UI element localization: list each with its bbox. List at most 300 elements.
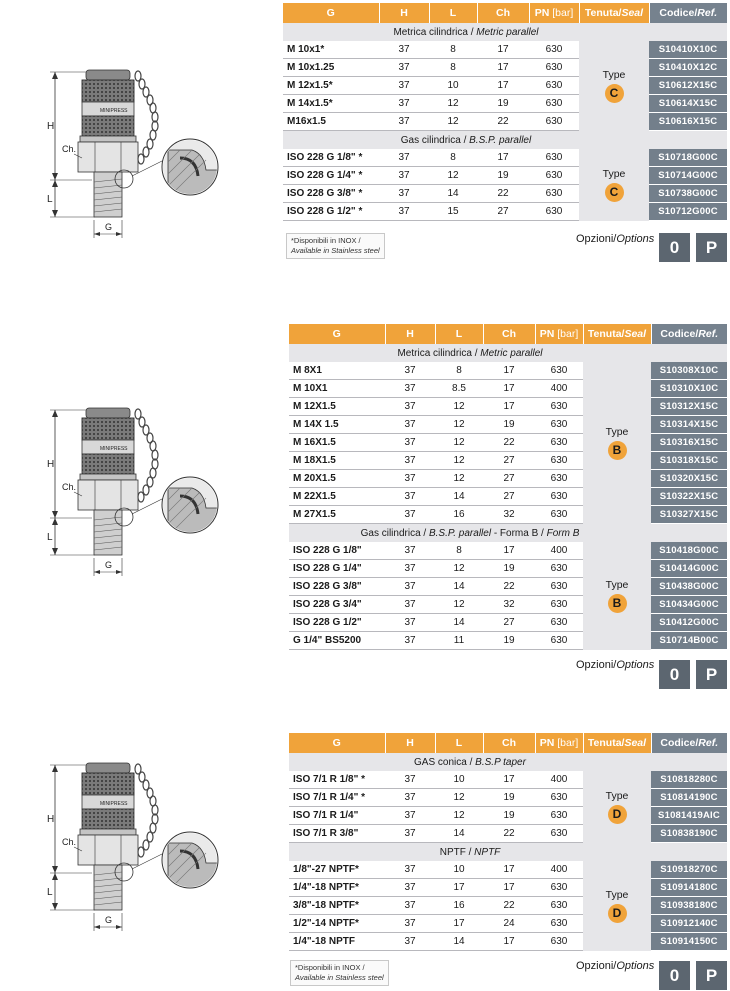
wrench-value: 27 xyxy=(477,203,529,221)
pressure-value: 630 xyxy=(535,470,583,488)
dim-l-label: L xyxy=(47,194,53,205)
col-ref: Codice/Ref. xyxy=(651,733,727,753)
thread-size: ISO 228 G 3/8" * xyxy=(283,185,379,203)
reference-code: S1081419AIC xyxy=(651,807,727,825)
height-value: 37 xyxy=(379,149,429,167)
height-value: 37 xyxy=(385,578,435,596)
reference-code: S10412G00C xyxy=(651,614,727,632)
pressure-value: 400 xyxy=(535,542,583,560)
table-row xyxy=(289,542,727,560)
seal-type-badge: C xyxy=(605,183,624,202)
fitting-illustration xyxy=(0,400,280,580)
section-title-en: Metric parallel xyxy=(476,26,539,38)
table-row xyxy=(289,771,727,789)
wrench-value: 22 xyxy=(483,578,535,596)
col-seal: Tenuta/Seal xyxy=(583,324,651,344)
section-header-row xyxy=(283,23,727,41)
height-value: 37 xyxy=(385,596,435,614)
table-row xyxy=(289,380,727,398)
thread-size: M 10x1.25 xyxy=(283,59,379,77)
pressure-value: 630 xyxy=(535,362,583,380)
dim-h-label: H xyxy=(47,459,55,470)
section-header-row xyxy=(289,843,727,862)
col-l: L xyxy=(429,3,477,23)
pressure-value: 630 xyxy=(535,614,583,632)
height-value: 37 xyxy=(385,825,435,843)
reference-code: S10912140C xyxy=(651,915,727,933)
length-value: 12 xyxy=(435,596,483,614)
length-value: 12 xyxy=(435,470,483,488)
dim-g-label: G xyxy=(105,560,113,570)
wrench-value: 17 xyxy=(483,542,535,560)
length-value: 12 xyxy=(435,434,483,452)
product-drawing-1 xyxy=(0,62,280,247)
wrench-value: 17 xyxy=(483,398,535,416)
seal-type-label: Type xyxy=(602,167,626,180)
section-title-it: Gas cilindrica / xyxy=(400,134,470,146)
length-value: 14 xyxy=(429,185,477,203)
option-0-button-2[interactable]: 0 xyxy=(659,660,690,689)
dim-ch-label: Ch. xyxy=(62,144,77,154)
table-row xyxy=(283,167,727,185)
reference-code: S10814190C xyxy=(651,789,727,807)
section-title xyxy=(283,23,649,41)
pressure-value: 400 xyxy=(535,861,583,879)
thread-size: M 10x1* xyxy=(283,41,379,59)
col-seal: Tenuta/Seal xyxy=(583,733,651,753)
length-value: 8 xyxy=(429,59,477,77)
section-title xyxy=(289,344,651,362)
seal-type-cell xyxy=(583,542,651,650)
wrench-value: 19 xyxy=(477,167,529,185)
wrench-value: 19 xyxy=(483,789,535,807)
wrench-value: 17 xyxy=(483,861,535,879)
length-value: 10 xyxy=(435,771,483,789)
length-value: 16 xyxy=(435,506,483,524)
height-value: 37 xyxy=(385,771,435,789)
section-title-en: B.S.P. parallel xyxy=(469,134,532,146)
height-value: 37 xyxy=(385,506,435,524)
length-value: 12 xyxy=(429,95,477,113)
thread-size: M16x1.5 xyxy=(283,113,379,131)
options-label-2: Opzioni/Options xyxy=(576,659,655,671)
reference-code: S10918270C xyxy=(651,861,727,879)
height-value: 37 xyxy=(385,879,435,897)
reference-code: S10322X15C xyxy=(651,488,727,506)
option-0-button-1[interactable]: 0 xyxy=(659,233,690,262)
thread-size: ISO 228 G 1/2" xyxy=(289,614,385,632)
dim-h-label: H xyxy=(47,121,55,132)
pressure-value: 630 xyxy=(529,59,579,77)
reference-code: S10327X15C xyxy=(651,506,727,524)
height-value: 37 xyxy=(379,203,429,221)
pressure-value: 630 xyxy=(535,789,583,807)
thread-size: ISO 228 G 1/4" * xyxy=(283,167,379,185)
length-value: 14 xyxy=(435,825,483,843)
pressure-value: 630 xyxy=(529,149,579,167)
wrench-value: 27 xyxy=(483,614,535,632)
length-value: 12 xyxy=(435,789,483,807)
wrench-value: 32 xyxy=(483,596,535,614)
pressure-value: 630 xyxy=(535,825,583,843)
table-row xyxy=(283,113,727,131)
table-row xyxy=(283,95,727,113)
section-spacer xyxy=(651,344,727,362)
table-row xyxy=(289,879,727,897)
wrench-value: 24 xyxy=(483,915,535,933)
brand-label: MINIPRESS xyxy=(100,446,128,452)
table-row xyxy=(289,560,727,578)
product-drawing-2 xyxy=(0,400,280,585)
section-title-it: Gas cilindrica / xyxy=(360,527,429,539)
seal-type-badge: B xyxy=(608,441,627,460)
table-row xyxy=(283,203,727,221)
reference-code: S10818280C xyxy=(651,771,727,789)
stainless-note-3: *Disponibili in INOX / Available in Stainless steel xyxy=(290,960,389,986)
section-spacer xyxy=(651,753,727,771)
wrench-value: 17 xyxy=(483,771,535,789)
length-value: 17 xyxy=(435,915,483,933)
seal-type-cell xyxy=(583,861,651,951)
wrench-value: 19 xyxy=(483,807,535,825)
pressure-value: 630 xyxy=(535,915,583,933)
height-value: 37 xyxy=(385,560,435,578)
seal-type-label: Type xyxy=(602,68,626,81)
reference-code: S10738G00C xyxy=(649,185,727,203)
wrench-value: 19 xyxy=(483,632,535,650)
pressure-value: 630 xyxy=(535,632,583,650)
height-value: 37 xyxy=(385,807,435,825)
thread-size: G 1/4" BS5200 xyxy=(289,632,385,650)
pressure-value: 630 xyxy=(535,488,583,506)
col-h: H xyxy=(385,324,435,344)
thread-size: ISO 228 G 1/8" * xyxy=(283,149,379,167)
table-row xyxy=(283,41,727,59)
section-spacer xyxy=(649,23,727,41)
reference-code: S10438G00C xyxy=(651,578,727,596)
section-title-it: Metrica cilindrica / xyxy=(393,26,477,38)
wrench-value: 17 xyxy=(477,41,529,59)
section-header-row xyxy=(289,524,727,543)
pressure-value: 630 xyxy=(535,506,583,524)
height-value: 37 xyxy=(379,59,429,77)
length-value: 12 xyxy=(435,560,483,578)
section-header-row xyxy=(289,753,727,771)
thread-size: ISO 228 G 3/4" xyxy=(289,596,385,614)
section-title xyxy=(283,131,649,150)
pressure-value: 630 xyxy=(535,560,583,578)
length-value: 12 xyxy=(435,807,483,825)
section-title xyxy=(289,843,651,862)
table-row xyxy=(289,861,727,879)
wrench-value: 17 xyxy=(477,77,529,95)
section-spacer xyxy=(651,524,727,543)
pressure-value: 630 xyxy=(535,879,583,897)
table-row xyxy=(289,807,727,825)
wrench-value: 27 xyxy=(483,470,535,488)
thread-size: M 20X1.5 xyxy=(289,470,385,488)
dim-h-label: H xyxy=(47,814,55,825)
fitting-table-1 xyxy=(283,3,727,221)
wrench-value: 22 xyxy=(483,825,535,843)
col-ch: Ch xyxy=(477,3,529,23)
col-g: G xyxy=(289,733,385,753)
pressure-value: 630 xyxy=(535,416,583,434)
table-row xyxy=(289,596,727,614)
thread-size: 1/4"-18 NPTF xyxy=(289,933,385,951)
table-row xyxy=(289,933,727,951)
col-h: H xyxy=(385,733,435,753)
height-value: 37 xyxy=(385,933,435,951)
pressure-value: 630 xyxy=(529,95,579,113)
seal-type-cell xyxy=(583,362,651,524)
reference-code: S10914150C xyxy=(651,933,727,951)
wrench-value: 19 xyxy=(483,560,535,578)
pressure-value: 630 xyxy=(535,807,583,825)
seal-type-badge: C xyxy=(605,84,624,103)
height-value: 37 xyxy=(379,41,429,59)
section-title xyxy=(289,524,651,543)
reference-code: S10318X15C xyxy=(651,452,727,470)
reference-code: S10418G00C xyxy=(651,542,727,560)
product-drawing-3 xyxy=(0,755,280,940)
dim-ch-label: Ch. xyxy=(62,482,77,492)
table-row xyxy=(283,59,727,77)
col-l: L xyxy=(435,324,483,344)
brand-label: MINIPRESS xyxy=(100,801,128,807)
col-l: L xyxy=(435,733,483,753)
dim-l-label: L xyxy=(47,532,53,543)
table-row xyxy=(289,506,727,524)
length-value: 12 xyxy=(429,113,477,131)
option-p-button-3[interactable]: P xyxy=(696,961,727,990)
wrench-value: 27 xyxy=(483,488,535,506)
section-title-en2: Form B xyxy=(546,527,580,539)
height-value: 37 xyxy=(385,542,435,560)
fitting-illustration xyxy=(0,755,280,935)
height-value: 37 xyxy=(379,185,429,203)
table-row xyxy=(289,416,727,434)
dim-g-label: G xyxy=(105,222,113,232)
seal-type-label: Type xyxy=(605,425,629,438)
reference-code: S10612X15C xyxy=(649,77,727,95)
dim-ch-label: Ch. xyxy=(62,837,77,847)
height-value: 37 xyxy=(385,632,435,650)
brand-label: MINIPRESS xyxy=(100,108,128,114)
dim-g-label: G xyxy=(105,915,113,925)
reference-code: S10310X10C xyxy=(651,380,727,398)
wrench-value: 22 xyxy=(477,113,529,131)
pressure-value: 630 xyxy=(529,167,579,185)
col-h: H xyxy=(379,3,429,23)
section-title-en: Metric parallel xyxy=(480,347,543,359)
thread-size: ISO 228 G 1/8" xyxy=(289,542,385,560)
reference-code: S10308X10C xyxy=(651,362,727,380)
height-value: 37 xyxy=(379,95,429,113)
length-value: 11 xyxy=(435,632,483,650)
height-value: 37 xyxy=(385,897,435,915)
options-label-1: Opzioni/Options xyxy=(576,233,655,245)
height-value: 37 xyxy=(385,452,435,470)
thread-size: M 18X1.5 xyxy=(289,452,385,470)
wrench-value: 19 xyxy=(483,416,535,434)
length-value: 14 xyxy=(435,578,483,596)
section-title-it: NPTF / xyxy=(439,846,475,858)
wrench-value: 32 xyxy=(483,506,535,524)
length-value: 16 xyxy=(435,897,483,915)
thread-size: M 16X1.5 xyxy=(289,434,385,452)
section-title-en: B.S.P taper xyxy=(475,756,526,768)
pressure-value: 630 xyxy=(535,578,583,596)
table-row xyxy=(289,789,727,807)
reference-code: S10316X15C xyxy=(651,434,727,452)
table-row xyxy=(283,185,727,203)
section-title-mid: - Forma B / xyxy=(491,527,547,539)
table-row xyxy=(289,362,727,380)
col-seal: Tenuta/Seal xyxy=(579,3,649,23)
height-value: 37 xyxy=(385,362,435,380)
length-value: 8 xyxy=(429,149,477,167)
section-title-en: NPTF xyxy=(474,846,501,858)
height-value: 37 xyxy=(385,789,435,807)
option-p-button-1[interactable]: P xyxy=(696,233,727,262)
section-spacer xyxy=(651,843,727,862)
seal-type-label: Type xyxy=(605,578,629,591)
wrench-value: 17 xyxy=(483,380,535,398)
length-value: 8.5 xyxy=(435,380,483,398)
table-row xyxy=(289,434,727,452)
pressure-value: 630 xyxy=(535,933,583,951)
thread-size: ISO 7/1 R 1/8" * xyxy=(289,771,385,789)
length-value: 12 xyxy=(435,416,483,434)
thread-size: M 8X1 xyxy=(289,362,385,380)
col-ch: Ch xyxy=(483,324,535,344)
thread-size: M 22X1.5 xyxy=(289,488,385,506)
table-row xyxy=(289,398,727,416)
thread-size: 3/8"-18 NPTF* xyxy=(289,897,385,915)
fitting-illustration xyxy=(0,62,280,242)
reference-code: S10718G00C xyxy=(649,149,727,167)
length-value: 12 xyxy=(429,167,477,185)
reference-code: S10712G00C xyxy=(649,203,727,221)
length-value: 14 xyxy=(435,933,483,951)
table-row xyxy=(289,470,727,488)
thread-size: ISO 7/1 R 1/4" * xyxy=(289,789,385,807)
length-value: 12 xyxy=(435,452,483,470)
col-ref: Codice/Ref. xyxy=(651,324,727,344)
option-p-button-2[interactable]: P xyxy=(696,660,727,689)
wrench-value: 17 xyxy=(477,59,529,77)
table-row xyxy=(289,614,727,632)
fitting-table-3 xyxy=(289,733,727,951)
wrench-value: 22 xyxy=(483,434,535,452)
pressure-value: 630 xyxy=(529,203,579,221)
col-pn: PN [bar] xyxy=(535,733,583,753)
pressure-value: 400 xyxy=(535,380,583,398)
wrench-value: 22 xyxy=(477,185,529,203)
col-g: G xyxy=(289,324,385,344)
table-row xyxy=(289,578,727,596)
section-title-it: Metrica cilindrica / xyxy=(397,347,481,359)
section-header-row xyxy=(283,131,727,150)
reference-code: S10410X10C xyxy=(649,41,727,59)
table-row xyxy=(289,915,727,933)
dim-l-label: L xyxy=(47,887,53,898)
option-0-button-3[interactable]: 0 xyxy=(659,961,690,990)
wrench-value: 27 xyxy=(483,452,535,470)
table-row xyxy=(289,452,727,470)
height-value: 37 xyxy=(385,416,435,434)
reference-code: S10414G00C xyxy=(651,560,727,578)
reference-code: S10320X15C xyxy=(651,470,727,488)
reference-code: S10314X15C xyxy=(651,416,727,434)
height-value: 37 xyxy=(379,113,429,131)
height-value: 37 xyxy=(385,380,435,398)
length-value: 15 xyxy=(429,203,477,221)
col-g: G xyxy=(283,3,379,23)
pressure-value: 630 xyxy=(535,398,583,416)
col-pn: PN [bar] xyxy=(535,324,583,344)
col-ch: Ch xyxy=(483,733,535,753)
seal-type-cell xyxy=(579,41,649,131)
thread-size: ISO 228 G 1/2" * xyxy=(283,203,379,221)
section-header-row xyxy=(289,344,727,362)
pressure-value: 630 xyxy=(529,113,579,131)
col-pn: PN [bar] xyxy=(529,3,579,23)
length-value: 17 xyxy=(435,879,483,897)
reference-code: S10914180C xyxy=(651,879,727,897)
pressure-value: 630 xyxy=(529,77,579,95)
stainless-note-1: *Disponibili in INOX / Available in Stainless steel xyxy=(286,233,385,259)
length-value: 10 xyxy=(429,77,477,95)
wrench-value: 17 xyxy=(483,362,535,380)
pressure-value: 630 xyxy=(535,434,583,452)
thread-size: M 27X1.5 xyxy=(289,506,385,524)
height-value: 37 xyxy=(385,614,435,632)
wrench-value: 17 xyxy=(483,879,535,897)
reference-code: S10714G00C xyxy=(649,167,727,185)
wrench-value: 19 xyxy=(477,95,529,113)
seal-type-cell xyxy=(583,771,651,843)
thread-size: M 12X1.5 xyxy=(289,398,385,416)
section-spacer xyxy=(649,131,727,150)
length-value: 14 xyxy=(435,614,483,632)
thread-size: 1/8"-27 NPTF* xyxy=(289,861,385,879)
thread-size: 1/4"-18 NPTF* xyxy=(289,879,385,897)
pressure-value: 630 xyxy=(529,41,579,59)
height-value: 37 xyxy=(385,398,435,416)
pressure-value: 630 xyxy=(535,452,583,470)
seal-type-badge: D xyxy=(608,904,627,923)
thread-size: ISO 7/1 R 1/4" xyxy=(289,807,385,825)
height-value: 37 xyxy=(385,434,435,452)
section-title-it: GAS conica / xyxy=(414,756,476,768)
thread-size: ISO 7/1 R 3/8" xyxy=(289,825,385,843)
col-ref: Codice/Ref. xyxy=(649,3,727,23)
fitting-table-2 xyxy=(289,324,727,650)
length-value: 8 xyxy=(435,542,483,560)
seal-type-label: Type xyxy=(605,789,629,802)
thread-size: M 14x1.5* xyxy=(283,95,379,113)
height-value: 37 xyxy=(379,77,429,95)
thread-size: ISO 228 G 3/8" xyxy=(289,578,385,596)
wrench-value: 17 xyxy=(483,933,535,951)
reference-code: S10434G00C xyxy=(651,596,727,614)
pressure-value: 630 xyxy=(535,596,583,614)
seal-type-label: Type xyxy=(605,888,629,901)
seal-type-badge: B xyxy=(608,594,627,613)
reference-code: S10616X15C xyxy=(649,113,727,131)
